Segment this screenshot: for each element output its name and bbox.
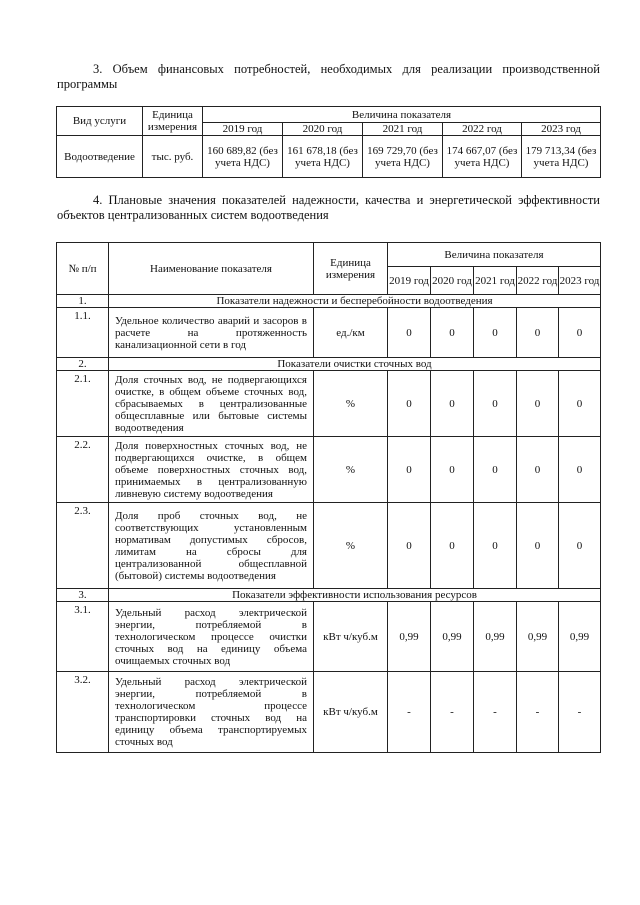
section-3-heading: 3. Объем финансовых потребностей, необходимых для реализации производственной программы: [57, 62, 600, 91]
indicator-row: [57, 672, 601, 753]
header-year: 2023 год: [559, 267, 601, 295]
indicator-value: -: [388, 672, 431, 753]
indicator-row: [57, 602, 601, 672]
row-service: Водоотведение: [57, 136, 143, 178]
indicator-number: 3.1.: [57, 602, 109, 672]
header-year: 2022 год: [443, 123, 522, 136]
indicator-value: -: [474, 672, 517, 753]
indicator-unit: %: [314, 371, 388, 437]
indicator-row: [57, 371, 601, 437]
header-year: 2021 год: [363, 123, 443, 136]
indicator-name: Доля проб сточных вод, не соответствующих установленным нормативам допустимых сбросов, лимитам на сбросы для централизованной общесплавной (бытовой) системы водоотведения: [109, 503, 314, 589]
indicator-value: 0: [431, 371, 474, 437]
indicator-row: [57, 503, 601, 589]
header-num: № п/п: [57, 243, 109, 295]
row-value: 161 678,18 (без учета НДС): [283, 136, 363, 178]
indicator-number: 3.2.: [57, 672, 109, 753]
indicator-value: 0,99: [517, 602, 559, 672]
indicator-unit: ед./км: [314, 308, 388, 358]
indicator-value: 0: [431, 308, 474, 358]
indicator-value: 0: [474, 437, 517, 503]
indicator-unit: кВт ч/куб.м: [314, 602, 388, 672]
financial-needs-table: [56, 106, 601, 178]
indicator-value: 0: [388, 371, 431, 437]
indicator-name: Удельное количество аварий и засоров в расчете на протяженность канализационной сети в год: [109, 308, 314, 358]
row-value: 160 689,82 (без учета НДС): [203, 136, 283, 178]
header-year: 2021 год: [474, 267, 517, 295]
header-year: 2020 год: [431, 267, 474, 295]
indicator-number: 2.3.: [57, 503, 109, 589]
indicator-name: Удельный расход электрической энергии, потребляемой в технологическом процессе очистки сточных вод на единицу объема очищаемых сточных вод: [109, 602, 314, 672]
header-year: 2019 год: [203, 123, 283, 136]
section-row: [57, 358, 601, 371]
header-name: Наименование показателя: [109, 243, 314, 295]
header-year: 2019 год: [388, 267, 431, 295]
indicator-value: -: [559, 672, 601, 753]
indicator-number: 1.1.: [57, 308, 109, 358]
indicator-row: [57, 308, 601, 358]
section-title: Показатели эффективности использования ресурсов: [109, 589, 601, 602]
row-value: 169 729,70 (без учета НДС): [363, 136, 443, 178]
header-value: Величина показателя: [203, 107, 601, 123]
section-number: 3.: [57, 589, 109, 602]
header-year: 2023 год: [522, 123, 601, 136]
section-title: Показатели надежности и бесперебойности водоотведения: [109, 295, 601, 308]
row-unit: тыс. руб.: [143, 136, 203, 178]
indicator-value: 0: [474, 503, 517, 589]
indicator-unit: %: [314, 503, 388, 589]
section-row: [57, 589, 601, 602]
indicator-value: 0: [517, 308, 559, 358]
header-unit: Единица измерения: [314, 243, 388, 295]
indicator-value: 0: [431, 437, 474, 503]
indicator-row: [57, 437, 601, 503]
indicator-value: 0: [474, 371, 517, 437]
indicator-value: 0,99: [431, 602, 474, 672]
row-value: 174 667,07 (без учета НДС): [443, 136, 522, 178]
section-number: 2.: [57, 358, 109, 371]
section-title: Показатели очистки сточных вод: [109, 358, 601, 371]
indicator-value: 0: [388, 308, 431, 358]
indicator-name: Доля сточных вод, не подвергающихся очистке, в общем объеме сточных вод, сбрасываемых в централизованные общесплавные или бытовые системы водоотведения: [109, 371, 314, 437]
section-row: [57, 295, 601, 308]
indicator-unit: %: [314, 437, 388, 503]
indicator-value: 0: [517, 371, 559, 437]
indicator-value: 0,99: [474, 602, 517, 672]
indicator-value: 0: [559, 371, 601, 437]
indicator-value: 0: [559, 308, 601, 358]
indicator-value: 0: [388, 503, 431, 589]
indicator-unit: кВт ч/куб.м: [314, 672, 388, 753]
header-year: 2020 год: [283, 123, 363, 136]
indicator-value: -: [517, 672, 559, 753]
indicator-value: 0: [559, 437, 601, 503]
row-value: 179 713,34 (без учета НДС): [522, 136, 601, 178]
indicator-value: 0,99: [559, 602, 601, 672]
indicator-value: 0: [517, 503, 559, 589]
indicator-value: 0: [517, 437, 559, 503]
section-number: 1.: [57, 295, 109, 308]
header-service: Вид услуги: [57, 107, 143, 136]
indicators-table: [56, 242, 601, 753]
indicator-value: 0,99: [388, 602, 431, 672]
indicator-value: 0: [388, 437, 431, 503]
indicator-number: 2.2.: [57, 437, 109, 503]
header-unit: Единица измерения: [143, 107, 203, 136]
indicator-number: 2.1.: [57, 371, 109, 437]
indicator-value: 0: [474, 308, 517, 358]
indicator-value: 0: [559, 503, 601, 589]
indicator-name: Доля поверхностных сточных вод, не подвергающихся очистке, в общем объеме поверхностных сточных вод, принимаемых в централизованную ливневую систему водоотведения: [109, 437, 314, 503]
header-year: 2022 год: [517, 267, 559, 295]
indicator-name: Удельный расход электрической энергии, потребляемой в технологическом процессе транспортировки сточных вод на единицу объема транспортируемых сточных вод: [109, 672, 314, 753]
indicator-value: -: [431, 672, 474, 753]
section-4-heading: 4. Плановые значения показателей надежности, качества и энергетической эффективности объектов централизованных систем водоотведения: [57, 193, 600, 222]
indicator-value: 0: [431, 503, 474, 589]
header-value: Величина показателя: [388, 243, 601, 267]
